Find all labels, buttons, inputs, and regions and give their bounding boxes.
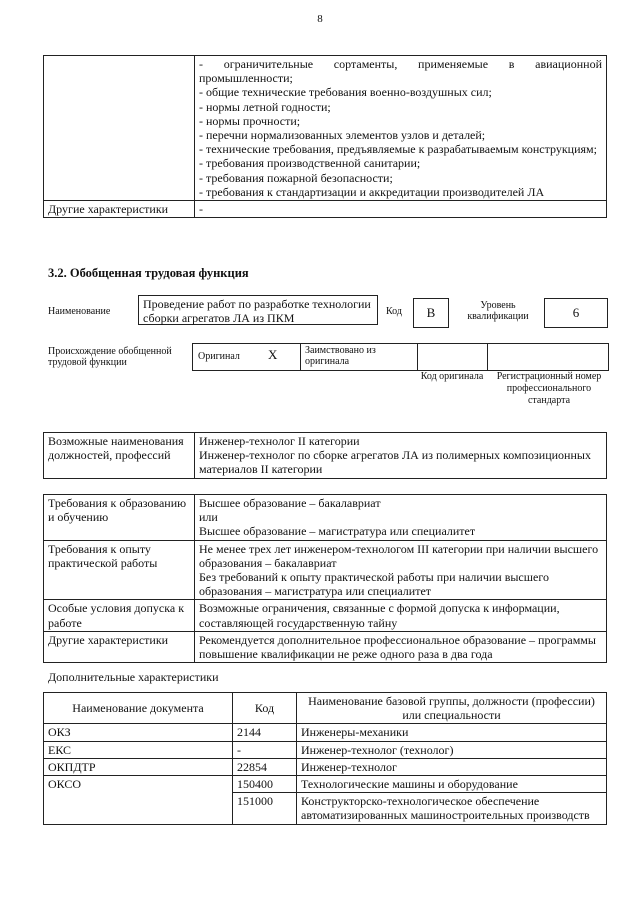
other-characteristics-value: - <box>195 201 607 218</box>
original-mark: X <box>268 347 278 362</box>
header-document: Наименование документа <box>44 693 233 724</box>
experience-line: Не менее трех лет инженером-технологом III категории при наличии высшего образования – бакалавриат <box>199 541 599 570</box>
code-label: Код <box>386 306 402 317</box>
experience-line: Без требований к опыту практической работы при наличии высшего образования – магистратура или специалитет <box>199 570 549 599</box>
origin-divider <box>417 343 418 370</box>
code-cell: 22854 <box>233 758 297 775</box>
level-value-box: 6 <box>544 298 608 328</box>
table-row <box>44 776 607 793</box>
doc-cell: ОКСО <box>44 776 233 825</box>
top-requirements-table <box>43 55 607 218</box>
experience-values <box>195 540 607 600</box>
page-number: 8 <box>317 13 323 25</box>
code-original-caption: Код оригинала <box>420 371 484 382</box>
education-line: Высшее образование – бакалавриат <box>199 496 381 510</box>
name-label: Наименование <box>48 306 111 317</box>
doc-cell: ЕКС <box>44 741 233 758</box>
standards-item: - требования к стандартизации и аккредитации производителей ЛА <box>199 184 545 199</box>
standards-item: - общие технические требования военно-воздушных сил; <box>199 85 492 100</box>
other-characteristics-label: Другие характеристики <box>44 201 195 218</box>
code-cell: 150400 <box>233 776 297 793</box>
doc-cell: ОКЗ <box>44 724 233 741</box>
group-cell: Инженер-технолог (технолог) <box>297 741 607 758</box>
code-cell: 151000 <box>233 793 297 824</box>
standards-item: - требования производственной санитарии; <box>199 156 421 171</box>
standards-item: - требования пожарной безопасности; <box>199 170 393 185</box>
standards-item: - нормы летной годности; <box>199 99 331 114</box>
other-characteristics-label: Другие характеристики <box>44 631 195 662</box>
position-item: Инженер-технолог по сборке агрегатов ЛА из полимерных композиционных материалов II категории <box>199 448 591 477</box>
function-name-box: Проведение работ по разработке технологии сборки агрегатов ЛА из ПКМ <box>138 295 378 325</box>
requirements-table <box>43 494 607 663</box>
table-row <box>44 724 607 741</box>
education-label: Требования к образованию и обучению <box>44 495 195 541</box>
origin-divider <box>487 343 488 370</box>
special-conditions-value: Возможные ограничения, связанные с формой допуска к информации, составляющей государственную тайну <box>195 600 607 631</box>
borrowed-label: Заимствовано из оригинала <box>305 345 376 367</box>
origin-label: Происхождение обобщенной трудовой функции <box>48 346 172 368</box>
table-row <box>44 758 607 775</box>
additional-characteristics-title: Дополнительные характеристики <box>48 670 219 684</box>
section-title: 3.2. Обобщенная трудовая функция <box>48 266 249 280</box>
code-value-box: B <box>413 298 449 328</box>
origin-divider <box>300 343 301 370</box>
special-conditions-label: Особые условия допуска к работе <box>44 600 195 631</box>
position-item: Инженер-технолог II категории <box>199 434 360 448</box>
education-line: Высшее образование – магистратура или специалитет <box>199 524 476 539</box>
additional-table <box>43 692 607 825</box>
doc-cell: ОКПДТР <box>44 758 233 775</box>
group-cell: Конструкторско-технологическое обеспечение автоматизированных машиностроительных производств <box>297 793 607 824</box>
original-label: Оригинал <box>198 351 240 362</box>
table-row <box>44 741 607 758</box>
standards-list-cell <box>195 56 607 201</box>
experience-label: Требования к опыту практической работы <box>44 540 195 600</box>
standards-item: - технические требования, предъявляемые к разрабатываемым конструкциям; <box>199 142 597 157</box>
standards-item: - нормы прочности; <box>199 113 301 128</box>
level-label: Уровень квалификации <box>467 300 529 322</box>
standards-item: - ограничительные сортаменты, применяемые в авиационной промышленности; <box>199 57 602 86</box>
header-group-name: Наименование базовой группы, должности (профессии) или специальности <box>297 693 607 724</box>
group-cell: Инженер-технолог <box>297 758 607 775</box>
code-cell: 2144 <box>233 724 297 741</box>
header-code: Код <box>233 693 297 724</box>
positions-table <box>43 432 607 479</box>
group-cell: Технологические машины и оборудование <box>297 776 607 793</box>
group-cell: Инженеры-механики <box>297 724 607 741</box>
positions-values <box>195 433 607 479</box>
code-cell: - <box>233 741 297 758</box>
registration-number-caption: Регистрационный номер профессионального стандарта <box>496 371 602 406</box>
standards-item: - перечни нормализованных элементов узлов и деталей; <box>199 128 486 143</box>
education-line: или <box>199 510 218 525</box>
education-values <box>195 495 607 541</box>
positions-label: Возможные наименования должностей, профессий <box>44 433 195 479</box>
empty-label-cell <box>44 56 195 201</box>
other-characteristics-value: Рекомендуется дополнительное профессиональное образование – программы повышение квалификации не реже одного раза в два года <box>195 631 607 662</box>
